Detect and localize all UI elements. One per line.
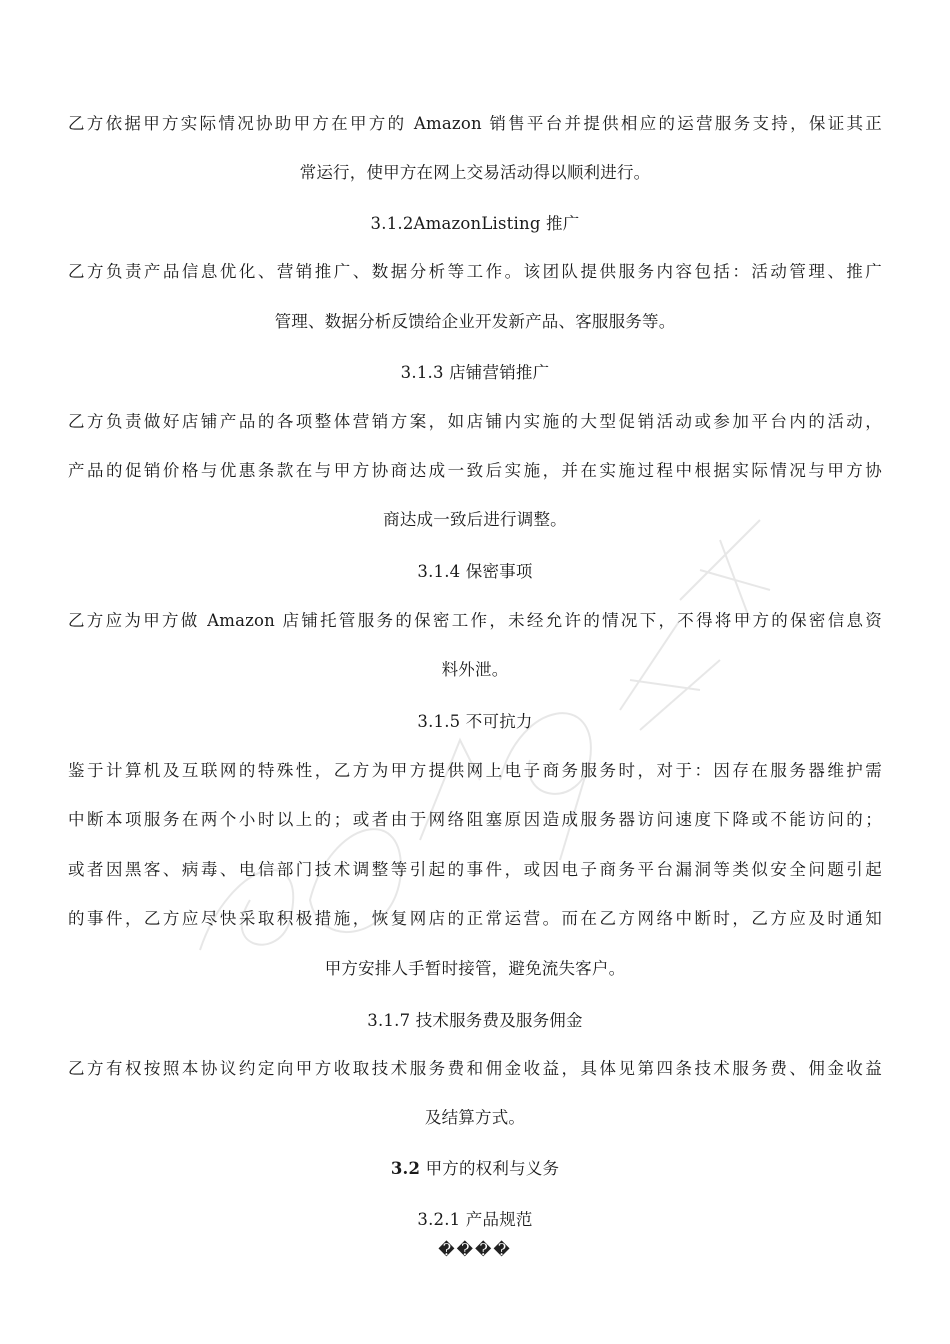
paragraph-line: 或者因黑客、病毒、电信部门技术调整等引起的事件，或因电子商务平台漏洞等类似安全问题引起 — [68, 860, 882, 879]
paragraph-line: 鉴于计算机及互联网的特殊性，乙方为甲方提供网上电子商务服务时，对于：因存在服务器维护需 — [68, 761, 882, 780]
paragraph-line: 乙方应为甲方做 Amazon 店铺托管服务的保密工作，未经允许的情况下，不得将甲方的保密信息资 — [68, 611, 882, 630]
paragraph-line: 中断本项服务在两个小时以上的；或者由于网络阻塞原因造成服务器访问速度下降或不能访问的； — [68, 810, 882, 829]
paragraph-line: 商达成一致后进行调整。 — [383, 510, 567, 529]
paragraph-line: 的事件，乙方应尽快采取积极措施，恢复网店的正常运营。而在乙方网络中断时，乙方应及时通知 — [68, 909, 882, 928]
paragraph-line: 乙方有权按照本协议约定向甲方收取技术服务费和佣金收益，具体见第四条技术服务费、佣金收益 — [68, 1059, 882, 1078]
paragraph-line: 及结算方式。 — [424, 1108, 526, 1127]
section-heading: 3.1.3 店铺营销推广 — [400, 363, 550, 382]
section-heading: 3.1.2AmazonListing 推广 — [370, 214, 580, 233]
section-number: 3.2 — [390, 1159, 421, 1178]
section-heading: 3.2.1 产品规范 — [417, 1210, 533, 1229]
paragraph-line: 乙方依据甲方实际情况协助甲方在甲方的 Amazon 销售平台并提供相应的运营服务支持，保证其正 — [68, 114, 882, 133]
section-heading: 3.1.5 不可抗力 — [417, 712, 533, 731]
paragraph-line: 管理、数据分析反馈给企业开发新产品、客服服务等。 — [274, 312, 676, 331]
section-heading-main — [68, 1159, 882, 1179]
paragraph-line: 常运行，使甲方在网上交易活动得以顺利进行。 — [299, 163, 651, 182]
paragraph-line: 乙方负责产品信息优化、营销推广、数据分析等工作。该团队提供服务内容包括：活动管理、推广 — [68, 262, 882, 281]
section-heading: 3.1.7 技术服务费及服务佣金 — [367, 1011, 583, 1030]
paragraph-line: 乙方负责做好店铺产品的各项整体营销方案，如店铺内实施的大型促销活动或参加平台内的活动， — [68, 412, 882, 431]
paragraph-line: 甲方安排人手暂时接管，避免流失客户。 — [324, 959, 626, 978]
garbled-glyphs: ���� — [438, 1240, 512, 1259]
section-title: 甲方的权利与义务 — [420, 1159, 560, 1178]
paragraph-line: 产品的促销价格与优惠条款在与甲方协商达成一致后实施，并在实施过程中根据实际情况与甲方协 — [68, 461, 882, 480]
section-heading: 3.1.4 保密事项 — [417, 562, 533, 581]
paragraph-line: 料外泄。 — [441, 660, 509, 679]
